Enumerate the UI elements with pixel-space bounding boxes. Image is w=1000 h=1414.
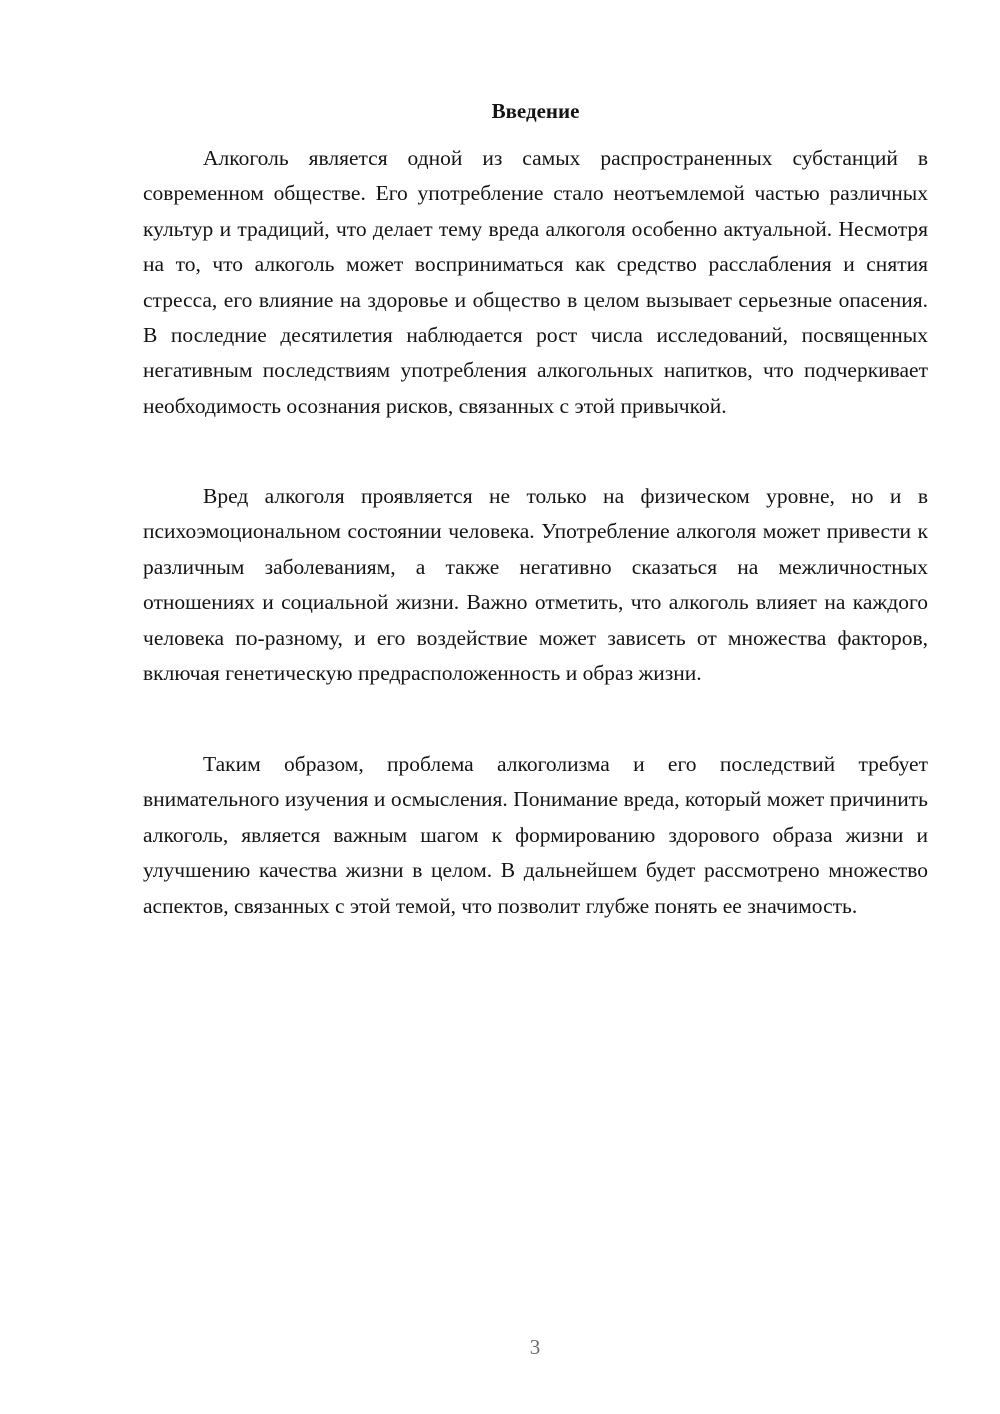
paragraph-harm: Вред алкоголя проявляется не только на физическом уровне, но и в психоэмоциональном состоянии человека. Употребление алкоголя может привести к различным заболеваниям, а также негативно сказаться на межличностных отношениях и социальной жизни. Важно отметить, что алкоголь влияет на каждого человека по-разному, и его воздействие может зависеть от множества факторов, включая генетическую предрасположенность и образ жизни. (143, 484, 928, 686)
paragraph-conclusion: Таким образом, проблема алкоголизма и его последствий требует внимательного изучения и осмысления. Понимание вреда, который может причинить алкоголь, является важным шагом к формированию здорового образа жизни и улучшению качества жизни в целом. В дальнейшем будет рассмотрено множество аспектов, связанных с этой темой, что позволит глубже понять ее значимость. (143, 752, 928, 918)
page-number: 3 (529, 1335, 541, 1359)
paragraph-intro: Алкоголь является одной из самых распространенных субстанций в современном обществе. Его употребление стало неотъемлемой частью различных культур и традиций, что делает тему вреда алкоголя особенно актуальной. Несмотря на то, что алкоголь может восприниматься как средство расслабления и снятия стресса, его влияние на здоровье и общество в целом вызывает серьезные опасения. В последние десятилетия наблюдается рост числа исследований, посвященных негативным последствиям употребления алкогольных напитков, что подчеркивает необходимость осознания рисков, связанных с этой привычкой. (143, 146, 928, 418)
section-heading: Введение (491, 99, 580, 123)
